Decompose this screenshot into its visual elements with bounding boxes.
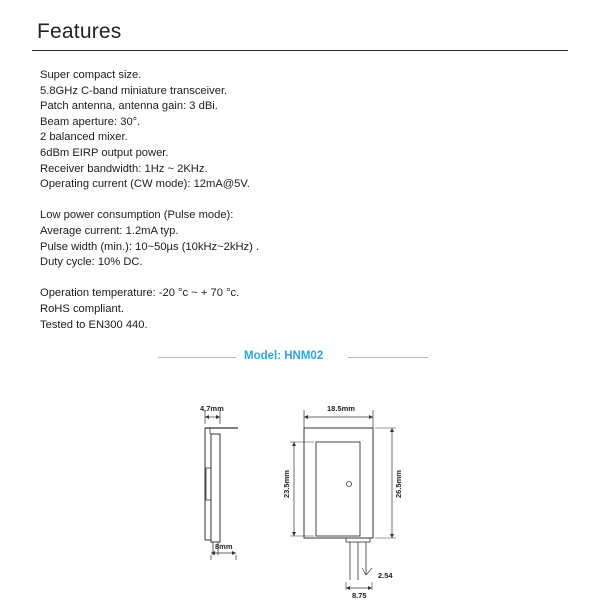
feature-item: Patch antenna, antenna gain: 3 dBi. bbox=[40, 100, 218, 113]
feature-item: RoHS compliant. bbox=[40, 302, 124, 315]
side-view bbox=[205, 410, 238, 560]
dim-pin-span: 8.75 bbox=[352, 591, 367, 600]
model-left-rule bbox=[158, 357, 236, 358]
feature-item: 2 balanced mixer. bbox=[40, 131, 128, 144]
dim-front-inner-height: 23.5mm bbox=[282, 470, 291, 498]
feature-spacer bbox=[40, 271, 259, 287]
model-right-rule bbox=[348, 357, 428, 358]
front-view bbox=[290, 410, 396, 590]
mechanical-drawing bbox=[0, 390, 600, 600]
feature-item: Average current: 1.2mA typ. bbox=[40, 224, 179, 237]
feature-item: Beam aperture: 30°. bbox=[40, 115, 141, 128]
dim-front-outer-height: 26.5mm bbox=[394, 470, 403, 498]
feature-item: Duty cycle: 10% DC. bbox=[40, 256, 143, 269]
feature-spacer bbox=[40, 193, 259, 209]
feature-item: Receiver bandwidth: 1Hz ~ 2KHz. bbox=[40, 162, 208, 175]
feature-item: Operation temperature: -20 °c ~ + 70 °c. bbox=[40, 287, 240, 300]
title-divider bbox=[32, 50, 568, 51]
model-heading bbox=[0, 348, 600, 368]
features-list bbox=[40, 68, 259, 333]
feature-item: Low power consumption (Pulse mode): bbox=[40, 209, 234, 222]
dim-side-depth: 8mm bbox=[215, 542, 233, 551]
feature-item: Tested to EN300 440. bbox=[40, 318, 148, 331]
dim-front-width: 18.5mm bbox=[327, 404, 355, 413]
model-label: Model: HNM02 bbox=[244, 350, 324, 362]
dim-pin-pitch: 2.54 bbox=[378, 571, 393, 580]
feature-item: Super compact size. bbox=[40, 69, 142, 81]
feature-item: 5.8GHz C-band miniature transceiver. bbox=[40, 84, 228, 97]
page-title: Features bbox=[37, 20, 122, 43]
dim-side-thickness: 4.7mm bbox=[200, 404, 224, 413]
feature-item: Pulse width (min.): 10~50µs (10kHz~2kHz) . bbox=[40, 240, 260, 253]
feature-item: Operating current (CW mode): 12mA@5V. bbox=[40, 178, 250, 191]
feature-item: 6dBm EIRP output power. bbox=[40, 146, 169, 159]
